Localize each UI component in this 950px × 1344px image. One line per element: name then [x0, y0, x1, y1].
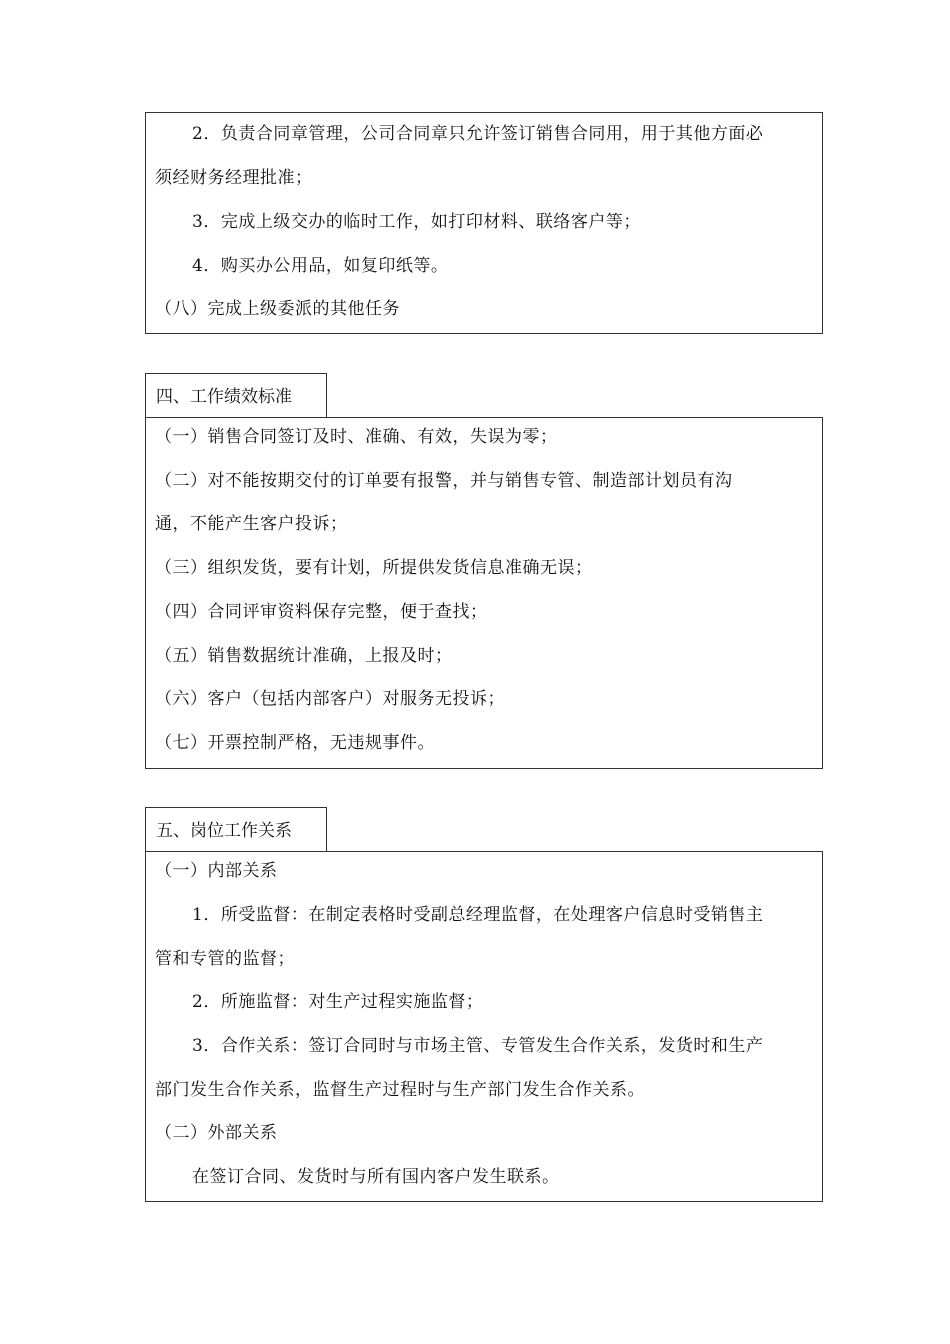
text-line: （一）销售合同签订及时、准确、有效，失误为零；	[155, 427, 558, 447]
text-line: 2．所施监督：对生产过程实施监督；	[192, 992, 484, 1012]
text-line: （五）销售数据统计准确，上报及时；	[155, 646, 453, 666]
section-title: 四、工作绩效标准	[156, 387, 292, 407]
section5-title-tab	[145, 807, 327, 851]
section-title: 五、岗位工作关系	[156, 821, 292, 841]
text-line: （四）合同评审资料保存完整，便于查找；	[155, 602, 488, 622]
text-line: （三）组织发货，要有计划，所提供发货信息准确无误；	[155, 558, 593, 578]
text-line: 须经财务经理批准；	[155, 168, 313, 188]
text-line: （二）对不能按期交付的订单要有报警，并与销售专管、制造部计划员有沟	[155, 471, 733, 491]
text-line: 3．合作关系：签订合同时与市场主管、专管发生合作关系，发货时和生产	[192, 1036, 764, 1056]
text-line: 在签订合同、发货时与所有国内客户发生联系。	[192, 1167, 560, 1187]
text-line: （二）外部关系	[155, 1123, 278, 1143]
text-line: （一）内部关系	[155, 861, 278, 881]
text-line: 1．所受监督：在制定表格时受副总经理监督，在处理客户信息时受销售主	[192, 905, 764, 925]
text-line: 2．负责合同章管理，公司合同章只允许签订销售合同用，用于其他方面必	[192, 124, 764, 144]
text-line: 4．购买办公用品，如复印纸等。	[192, 256, 449, 276]
text-line: 通，不能产生客户投诉；	[155, 514, 348, 534]
text-line: （七）开票控制严格，无违规事件。	[155, 733, 435, 753]
text-line: （八）完成上级委派的其他任务	[155, 299, 400, 319]
text-line: （六）客户（包括内部客户）对服务无投诉；	[155, 689, 505, 709]
text-line: 部门发生合作关系，监督生产过程时与生产部门发生合作关系。	[155, 1080, 645, 1100]
text-line: 管和专管的监督；	[155, 949, 295, 969]
text-line: 3．完成上级交办的临时工作，如打印材料、联络客户等；	[192, 212, 641, 232]
section4-title-tab	[145, 373, 327, 417]
